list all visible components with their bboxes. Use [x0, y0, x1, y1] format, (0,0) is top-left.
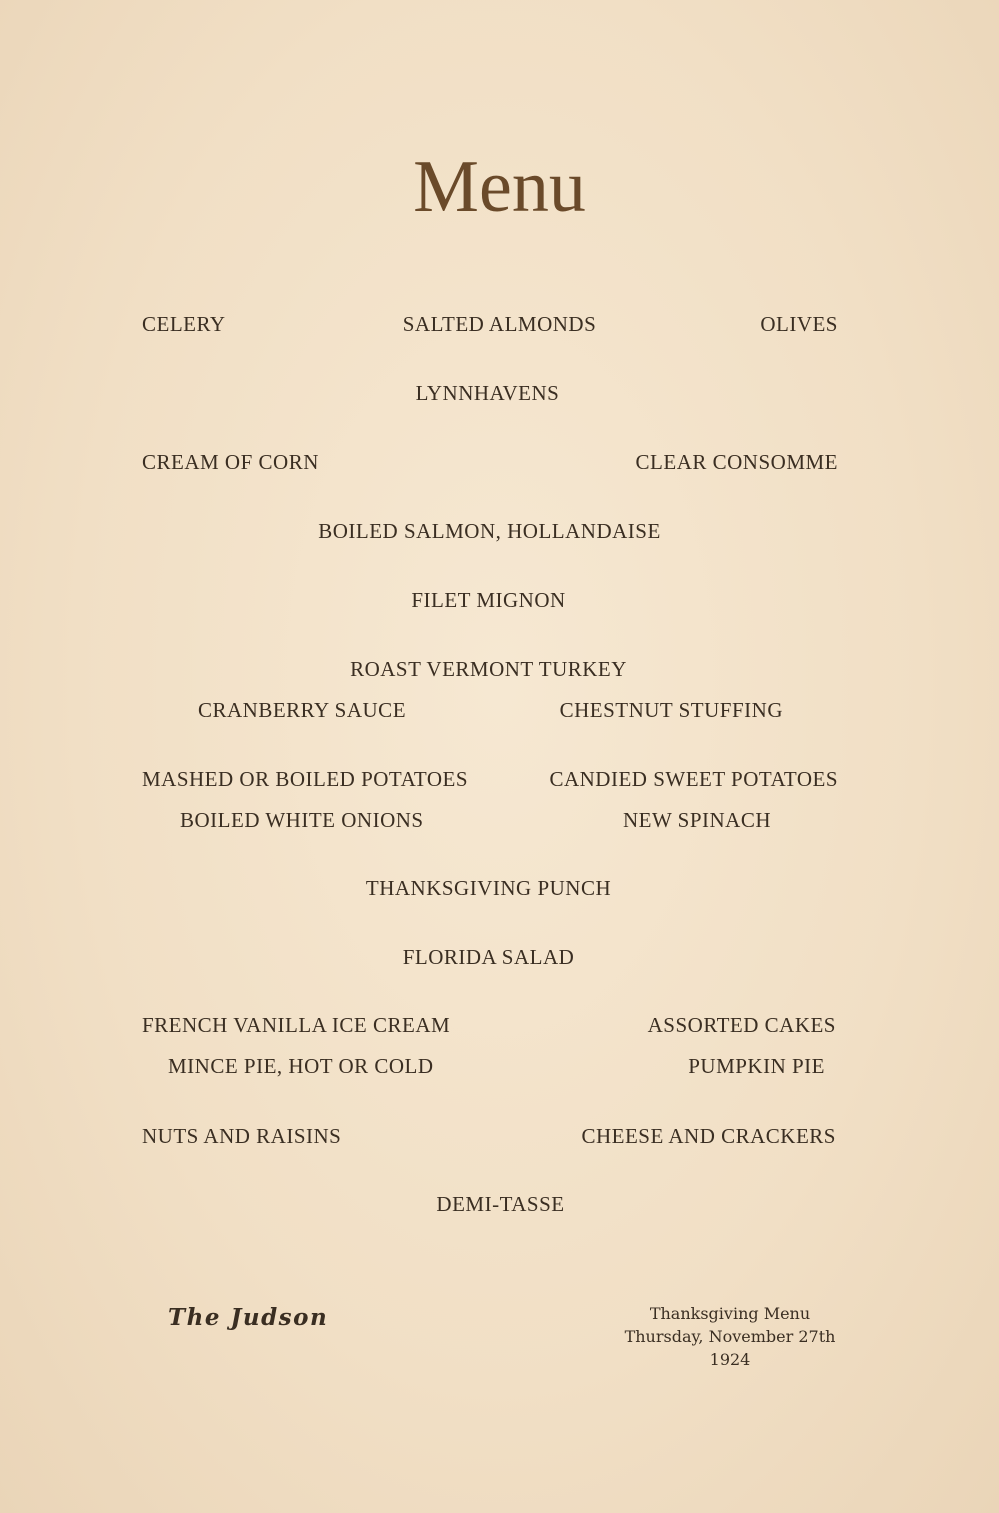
menu-item-celery: CELERY — [142, 312, 226, 336]
menu-row-desserts-1 — [0, 1010, 999, 1040]
hotel-name: The Judson — [168, 1304, 329, 1331]
menu-row-turkey-sides — [0, 695, 999, 725]
menu-item-cream-of-corn: CREAM OF CORN — [142, 450, 319, 474]
menu-row-desserts-2 — [0, 1051, 999, 1081]
menu-item-clear-consomme: CLEAR CONSOMME — [635, 450, 838, 474]
occasion-title: Thanksgiving Menu — [649, 1304, 811, 1323]
menu-row-potatoes — [0, 764, 999, 794]
menu-item-salted-almonds: SALTED ALMONDS — [402, 312, 597, 336]
menu-item-demi-tasse: DEMI-TASSE — [436, 1192, 565, 1216]
menu-item-nuts-and-raisins: NUTS AND RAISINS — [142, 1124, 342, 1148]
menu-row-relishes — [0, 309, 999, 339]
menu-row-oysters — [0, 378, 999, 408]
menu-item-french-vanilla-ice-cream: FRENCH VANILLA ICE CREAM — [142, 1013, 451, 1037]
menu-row-roast — [0, 654, 999, 684]
menu-occasion — [590, 1302, 870, 1371]
occasion-date: Thursday, November 27th — [624, 1327, 836, 1346]
menu-item-pumpkin-pie: PUMPKIN PIE — [688, 1054, 825, 1078]
menu-item-florida-salad: FLORIDA SALAD — [402, 945, 575, 969]
menu-item-roast-turkey: ROAST VERMONT TURKEY — [350, 657, 627, 681]
menu-row-punch — [0, 873, 999, 903]
menu-item-cranberry-sauce: CRANBERRY SAUCE — [198, 698, 407, 722]
menu-item-assorted-cakes: ASSORTED CAKES — [647, 1013, 836, 1037]
menu-row-entree — [0, 585, 999, 615]
menu-item-candied-sweet-potatoes: CANDIED SWEET POTATOES — [549, 767, 838, 791]
menu-row-soups — [0, 447, 999, 477]
menu-item-mince-pie: MINCE PIE, HOT OR COLD — [168, 1054, 434, 1078]
occasion-year: 1924 — [709, 1350, 751, 1369]
menu-item-new-spinach: NEW SPINACH — [622, 808, 771, 832]
menu-row-salad — [0, 942, 999, 972]
menu-item-cheese-and-crackers: CHEESE AND CRACKERS — [581, 1124, 836, 1148]
menu-item-lynnhavens: LYNNHAVENS — [415, 381, 560, 405]
menu-row-coffee — [0, 1189, 999, 1219]
menu-item-filet-mignon: FILET MIGNON — [411, 588, 566, 612]
menu-title: Menu — [413, 146, 586, 228]
menu-item-olives: OLIVES — [760, 312, 838, 336]
menu-row-vegetables — [0, 805, 999, 835]
menu-item-thanksgiving-punch: THANKSGIVING PUNCH — [365, 876, 612, 900]
menu-item-mashed-potatoes: MASHED OR BOILED POTATOES — [142, 767, 469, 791]
menu-row-after-dinner — [0, 1121, 999, 1151]
menu-item-boiled-white-onions: BOILED WHITE ONIONS — [180, 808, 424, 832]
menu-row-fish — [0, 516, 999, 546]
menu-item-chestnut-stuffing: CHESTNUT STUFFING — [559, 698, 783, 722]
menu-item-boiled-salmon: BOILED SALMON, HOLLANDAISE — [318, 519, 661, 543]
